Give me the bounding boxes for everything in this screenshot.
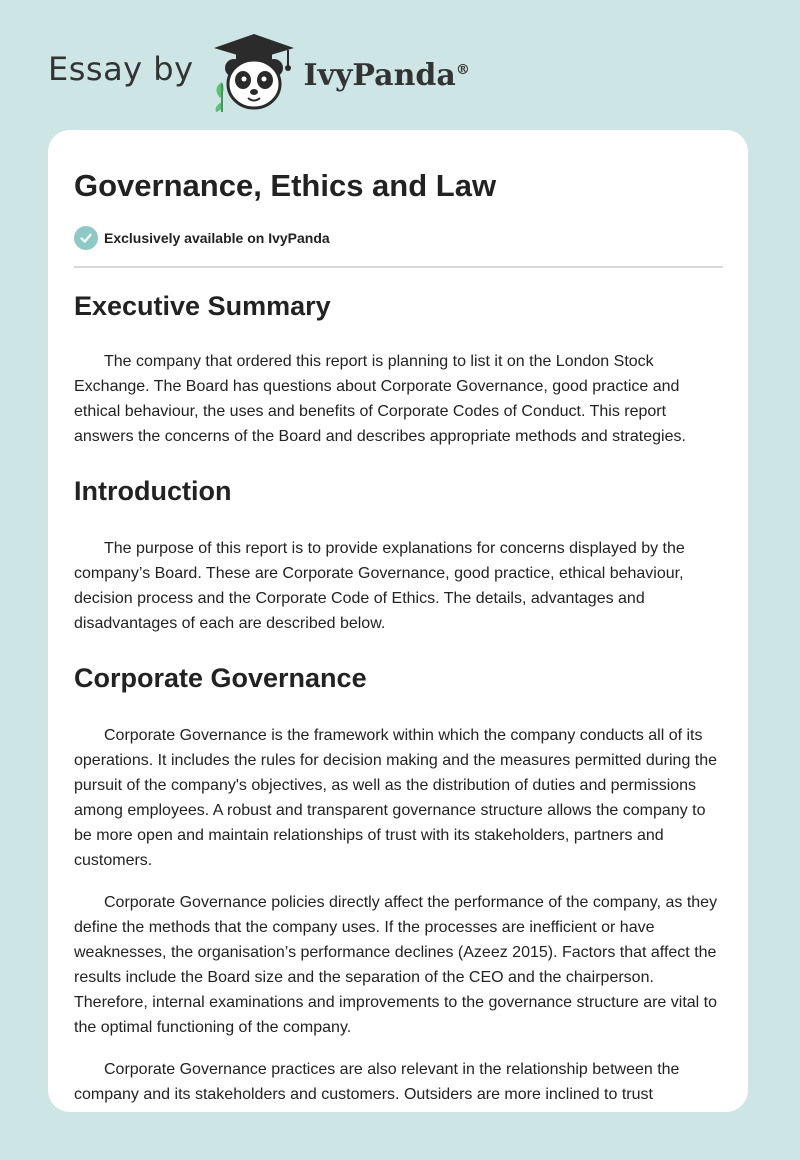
panda-logo-icon[interactable] <box>210 32 298 112</box>
brand-name[interactable]: IvyPanda® <box>303 57 470 93</box>
essay-by-label: Essay by <box>48 50 194 88</box>
site-header <box>48 32 470 112</box>
title-divider <box>74 266 723 268</box>
section-heading-introduction: Introduction <box>74 476 232 506</box>
registered-mark: ® <box>455 61 470 78</box>
paragraph: Corporate Governance practices are also relevant in the relationship between the company and its stakeholders and customers. Outsiders are more inclined to trust <box>74 1061 680 1103</box>
badge-label: Exclusively available on IvyPanda <box>104 230 330 246</box>
page-title: Governance, Ethics and Law <box>74 168 497 203</box>
paragraph: Corporate Governance policies directly affect the performance of the company, as they define the methods that the company uses. If the processes are inefficient or have weaknesses, the organisation’s performance declines (Azeez 2015). Factors that affect the results include the Board size and the separation of the CEO and the chairperson. Therefore, internal examinations and improvements to the governance structure are vital to the optimal functioning of the company. <box>74 894 718 1036</box>
check-circle-icon <box>74 226 98 250</box>
paragraph: Corporate Governance is the framework within which the company conducts all of its operations. It includes the rules for decision making and the measures permitted during the pursuit of the company's objectives, as well as the distribution of duties and permissions among employees. A robust and transparent governance structure allows the company to be more open and maintain relationships of trust with its stakeholders, partners and customers. <box>74 727 718 869</box>
essay-card <box>48 130 748 1112</box>
exclusive-badge <box>74 224 722 252</box>
paragraph: The company that ordered this report is planning to list it on the London Stock Exchange. The Board has questions about Corporate Governance, good practice and ethical behaviour, the uses and benefits of Corporate Codes of Conduct. This report answers the concerns of the Board and describes appropriate methods and strategies. <box>74 353 686 445</box>
section-heading-corporate-governance: Corporate Governance <box>74 663 367 693</box>
section-heading-executive-summary: Executive Summary <box>74 291 331 321</box>
paragraph: The purpose of this report is to provide explanations for concerns displayed by the company’s Board. These are Corporate Governance, good practice, ethical behaviour, decision process and the Corporate Code of Ethics. The details, advantages and disadvantages of each are described below. <box>74 540 685 632</box>
